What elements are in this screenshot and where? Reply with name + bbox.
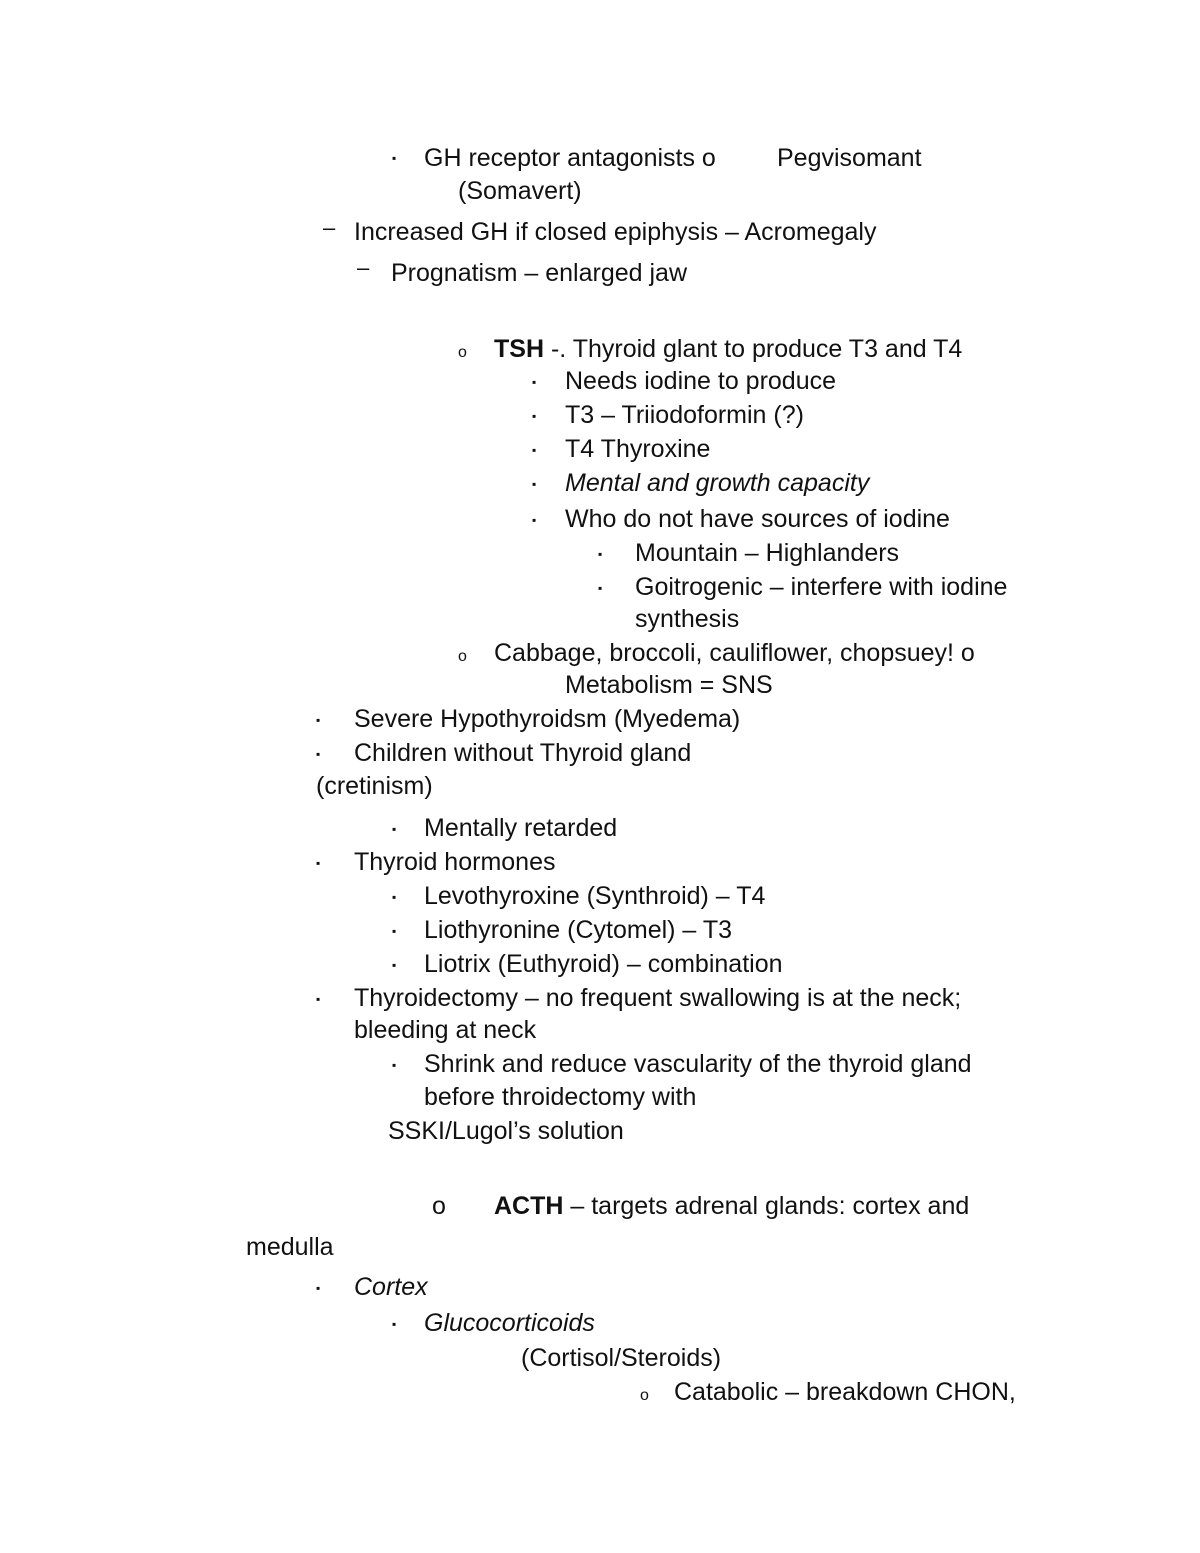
- liothyronine-text: Liothyronine (Cytomel) – T3: [424, 916, 733, 944]
- medulla-text: medulla: [246, 1233, 334, 1261]
- needs-iodine-text: Needs iodine to produce: [565, 367, 837, 395]
- cortex-text: Cortex: [354, 1273, 428, 1301]
- square-bullet: ▪: [316, 992, 321, 1006]
- tsh-line: [494, 334, 962, 364]
- severe-hypo-text: Severe Hypothyroidsm (Myedema): [354, 705, 741, 733]
- square-bullet: ▪: [532, 477, 537, 491]
- acth-label: ACTH: [494, 1192, 564, 1220]
- tsh-label: TSH: [494, 335, 544, 363]
- acth-circle-bullet: o: [432, 1192, 446, 1220]
- shrink-text: Shrink and reduce vascularity of the thyroid gland: [424, 1050, 972, 1078]
- bleeding-text: bleeding at neck: [354, 1016, 537, 1044]
- square-bullet: ▪: [316, 747, 321, 761]
- catabolic-text: Catabolic – breakdown CHON,: [674, 1378, 1016, 1406]
- square-bullet: ▪: [532, 513, 537, 527]
- glucocorticoids-text: Glucocorticoids: [424, 1309, 595, 1337]
- square-bullet: ▪: [392, 1317, 397, 1331]
- circle-bullet: o: [458, 344, 467, 361]
- gh-receptor-text: GH receptor antagonists o: [424, 144, 716, 172]
- square-bullet: ▪: [532, 375, 537, 389]
- children-text: Children without Thyroid gland: [354, 739, 692, 767]
- no-iodine-text: Who do not have sources of iodine: [565, 505, 950, 533]
- square-bullet: ▪: [532, 409, 537, 423]
- liotrix-text: Liotrix (Euthyroid) – combination: [424, 950, 783, 978]
- thyroidectomy-text: Thyroidectomy – no frequent swallowing is at the neck;: [354, 984, 962, 1012]
- square-bullet: ▪: [392, 822, 397, 836]
- prognatism-text: Prognatism – enlarged jaw: [391, 259, 687, 287]
- square-bullet: ▪: [392, 151, 397, 165]
- square-bullet: ▪: [316, 713, 321, 727]
- circle-bullet: o: [640, 1387, 649, 1404]
- goitrogenic-text: Goitrogenic – interfere with iodine: [635, 573, 1008, 601]
- mental-growth-text: Mental and growth capacity: [565, 469, 870, 497]
- square-bullet: ▪: [392, 1058, 397, 1072]
- dash-bullet: ‒: [357, 255, 370, 280]
- dash-bullet: ‒: [323, 215, 336, 240]
- increased-gh-text: Increased GH if closed epiphysis – Acromegaly: [354, 218, 877, 246]
- square-bullet: ▪: [598, 547, 603, 561]
- synthesis-text: synthesis: [635, 605, 740, 633]
- tsh-description: -. Thyroid glant to produce T3 and T4: [544, 335, 963, 363]
- mentally-text: Mentally retarded: [424, 814, 618, 842]
- square-bullet: ▪: [316, 1281, 321, 1295]
- t4-text: T4 Thyroxine: [565, 435, 711, 463]
- circle-bullet: o: [458, 648, 467, 665]
- acth-description: – targets adrenal glands: cortex and: [563, 1192, 970, 1220]
- square-bullet: ▪: [532, 443, 537, 457]
- mountain-text: Mountain – Highlanders: [635, 539, 900, 567]
- square-bullet: ▪: [392, 958, 397, 972]
- square-bullet: ▪: [392, 924, 397, 938]
- square-bullet: ▪: [392, 890, 397, 904]
- thyroid-hormones-text: Thyroid hormones: [354, 848, 556, 876]
- metabolism-text: Metabolism = SNS: [565, 671, 773, 699]
- cretinism-text: (cretinism): [316, 772, 433, 800]
- t3-text: T3 – Triiodoformin (?): [565, 401, 804, 429]
- cortisol-text: (Cortisol/Steroids): [521, 1344, 722, 1372]
- pegvisomant-text: Pegvisomant: [777, 144, 922, 172]
- before-text: before throidectomy with: [424, 1083, 697, 1111]
- cabbage-text: Cabbage, broccoli, cauliflower, chopsuey! o: [494, 639, 975, 667]
- acth-line: [494, 1191, 969, 1221]
- somavert-text: (Somavert): [458, 177, 582, 205]
- square-bullet: ▪: [316, 856, 321, 870]
- square-bullet: ▪: [598, 581, 603, 595]
- levothyroxine-text: Levothyroxine (Synthroid) – T4: [424, 882, 766, 910]
- sski-text: SSKI/Lugol’s solution: [388, 1117, 624, 1145]
